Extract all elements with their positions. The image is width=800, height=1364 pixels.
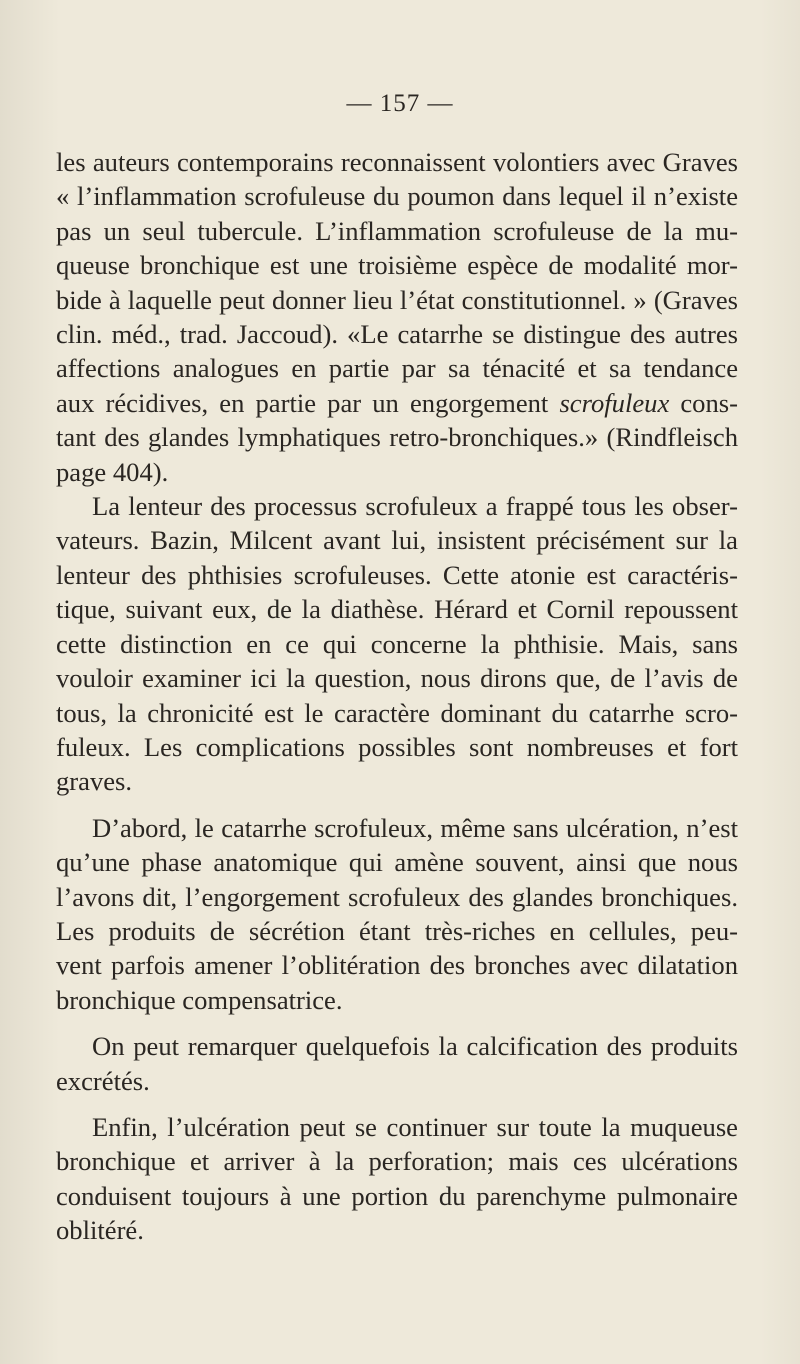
text-line: Les produits de sécrétion étant très-riches en cellules, peu- [56, 915, 738, 946]
text-line: vent parfois amener l’oblitération des bronches avec dilatation [56, 950, 738, 981]
text-line: page 404). [56, 456, 169, 487]
text-line: Enfin, l’ulcération peut se continuer sur toute la muqueuse [92, 1111, 738, 1142]
paragraph-2 [56, 489, 738, 799]
text-line: oblitéré. [56, 1215, 144, 1246]
text-line: bronchique compensatrice. [56, 984, 343, 1015]
text-line: l’avons dit, l’engorgement scrofuleux des glandes bronchiques. [56, 881, 738, 912]
text-line: cette distinction en ce qui concerne la phthisie. Mais, sans [56, 628, 738, 659]
page-number: — 157 — [346, 90, 454, 117]
paragraph-3 [56, 811, 738, 1017]
text-line: D’abord, le catarrhe scrofuleux, même sans ulcération, n’est [92, 812, 738, 843]
text-line: graves. [56, 766, 133, 797]
text-segment: cons- [680, 387, 738, 418]
text-line: fuleux. Les complications possibles sont nombreuses et fort [56, 731, 738, 762]
text-line: qu’une phase anatomique qui amène souvent, ainsi que nous [56, 847, 738, 878]
text-line: tous, la chronicité est le caractère dominant du catarrhe scro- [56, 697, 738, 728]
text-line: excrétés. [56, 1065, 150, 1096]
text-line: pas un seul tubercule. L’inflammation scrofuleuse de la mu- [56, 215, 738, 246]
text-line-with-italic [56, 386, 738, 420]
text-line: les auteurs contemporains reconnaissent volontiers avec Graves [56, 147, 738, 177]
text-line: « l’inflammation scrofuleuse du poumon dans lequel il n’existe [56, 181, 738, 212]
italic-word: scrofuleux [559, 387, 670, 418]
text-line: On peut remarquer quelquefois la calcification des produits [92, 1031, 738, 1062]
text-line: affections analogues en partie par sa ténacité et sa tendance [56, 353, 738, 384]
text-line: vateurs. Bazin, Milcent avant lui, insistent précisément sur la [56, 525, 738, 556]
paragraph-4 [56, 1029, 738, 1098]
text-line: lenteur des phthisies scrofuleuses. Cette atonie est caractéris- [56, 559, 738, 590]
page-body [56, 145, 738, 1248]
text-line: conduisent toujours à une portion du parenchyme pulmonaire [56, 1180, 738, 1211]
text-line: bronchique et arriver à la perforation; mais ces ulcérations [56, 1146, 738, 1177]
text-line: tant des glandes lymphatiques retro-bronchiques.» (Rindfleisch [56, 422, 738, 453]
text-line: vouloir examiner ici la question, nous dirons que, de l’avis de [56, 663, 738, 694]
text-line: bide à laquelle peut donner lieu l’état constitutionnel. » (Graves [56, 284, 738, 315]
text-line: clin. méd., trad. Jaccoud). «Le catarrhe se distingue des autres [56, 319, 738, 350]
paragraph-5 [56, 1110, 738, 1248]
paragraph-1 [56, 145, 738, 489]
text-line: La lenteur des processus scrofuleux a frappé tous les obser- [92, 491, 738, 522]
text-segment: aux récidives, en partie par un engorgement [56, 387, 549, 418]
text-line: queuse bronchique est une troisième espèce de modalité mor- [56, 250, 738, 281]
text-line: tique, suivant eux, de la diathèse. Hérard et Cornil repoussent [56, 594, 738, 625]
